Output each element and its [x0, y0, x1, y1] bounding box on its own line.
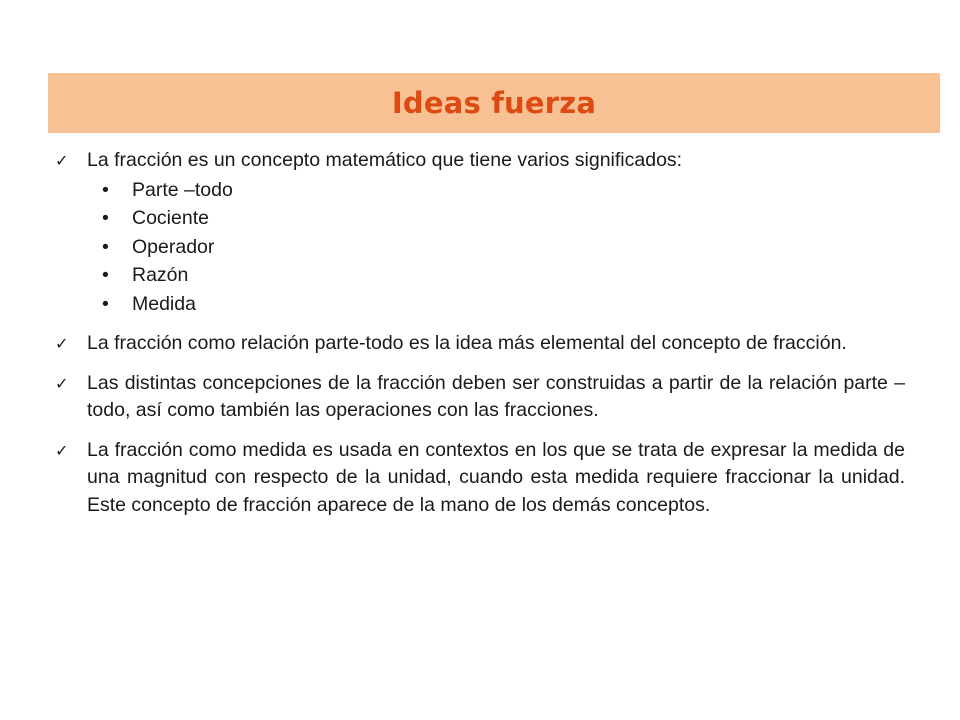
title-bar: [48, 73, 940, 133]
sublist-item-label: Parte –todo: [132, 178, 233, 201]
sublist-item-label: Razón: [132, 264, 189, 286]
sublist-item: [87, 204, 905, 233]
slide-title: Ideas fuerza: [391, 86, 597, 120]
sublist-item: [87, 290, 905, 319]
slide-content: [55, 147, 905, 531]
item-text: La fracción como relación parte-todo es la idea más elemental del concepto de fracción.: [87, 332, 847, 354]
checkmark-icon: ✓: [55, 151, 69, 170]
checkmark-icon: ✓: [55, 440, 69, 460]
list-item: [55, 147, 905, 318]
item-text: Las distintas concepciones de la fracción deben ser construidas a partir de la relación parte – todo, así como también las operaciones con las fracciones.: [87, 371, 905, 421]
sublist-item: [87, 233, 905, 262]
bullet-icon: •: [102, 207, 109, 229]
bullet-icon: •: [102, 264, 109, 286]
sublist-item-label: Medida: [132, 292, 196, 315]
item-text: La fracción es un concepto matemático que tiene varios significados:: [87, 149, 683, 171]
sublist: [87, 176, 905, 319]
sublist-item: [87, 261, 905, 290]
list-item: [55, 370, 905, 425]
sublist-item-label: Cociente: [132, 207, 209, 229]
bullet-icon: •: [102, 235, 109, 258]
list-item: [55, 437, 905, 520]
bullet-icon: •: [102, 292, 109, 315]
checkmark-icon: ✓: [55, 373, 69, 393]
bullet-icon: •: [102, 178, 109, 201]
sublist-item: [87, 176, 905, 205]
sublist-item-label: Operador: [132, 235, 215, 258]
item-text: La fracción como medida es usada en contextos en los que se trata de expresar la medida de una magnitud con respecto de la unidad, cuando esta medida requiere fraccionar la unidad. Este concepto de fracción aparece de la mano de los demás conceptos.: [87, 438, 905, 516]
list-item: [55, 330, 905, 358]
checkmark-icon: ✓: [55, 334, 69, 353]
